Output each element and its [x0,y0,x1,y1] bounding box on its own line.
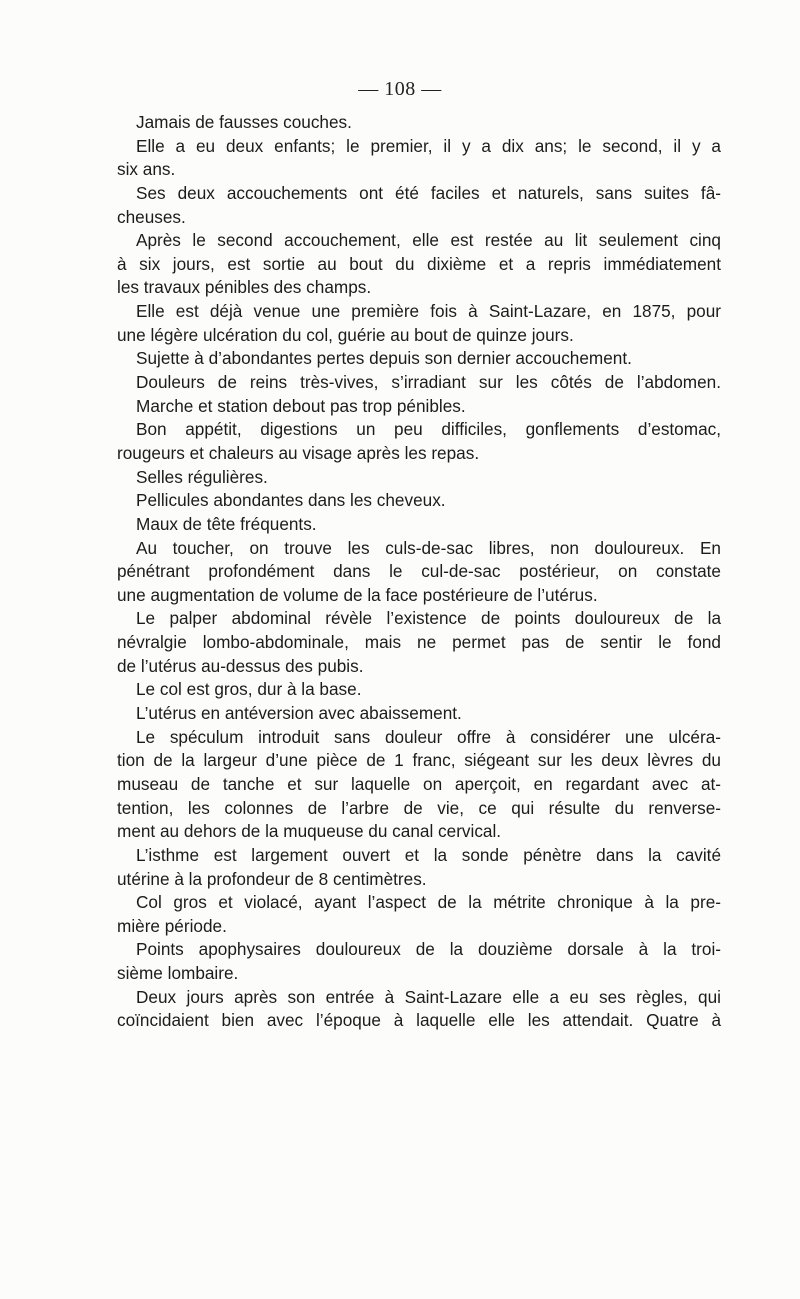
text-line: Pellicules abondantes dans les cheveux. [136,490,446,511]
text-line: utérine à la profondeur de 8 centimètres. [117,868,427,889]
text-line: mière période. [117,915,227,936]
text-line: Bon appétit, digestions un peu difficiles, gonflements d’estomac, [136,419,721,440]
text-line: rougeurs et chaleurs au visage après les repas. [117,442,480,463]
text-line: Elle est déjà venue une première fois à Saint-Lazare, en 1875, pour [136,301,721,322]
text-line: Deux jours après son entrée à Saint-Lazare elle a eu ses règles, qui [136,986,721,1007]
text-line: museau de tanche et sur laquelle on aperçoit, en regardant avec at- [117,773,721,794]
text-line: pénétrant profondément dans le cul-de-sac postérieur, on constate [117,561,721,582]
text-line: Sujette à d’abondantes pertes depuis son dernier accouchement. [136,348,632,369]
text-line: les travaux pénibles des champs. [117,277,372,298]
text-line: Jamais de fausses couches. [136,112,352,132]
text-line: de l’utérus au-dessus des pubis. [117,655,364,676]
text-line: Douleurs de reins très-vives, s’irradiant sur les côtés de l’abdomen. [136,372,721,393]
body-text [117,111,721,1033]
page-number: — 108 — [358,78,442,100]
text-line: une légère ulcération du col, guérie au bout de quinze jours. [117,324,574,345]
text-line: Elle a eu deux enfants; le premier, il y a dix ans; le second, il y a [136,135,721,156]
text-line: tention, les colonnes de l’arbre de vie, ce qui résulte du renverse- [117,797,721,818]
text-line: Marche et station debout pas trop pénibles. [136,395,466,416]
text-line: Ses deux accouchements ont été faciles et naturels, sans suites fâ- [136,182,721,203]
text-line: L’isthme est largement ouvert et la sonde pénètre dans la cavité [136,844,721,865]
text-line: Selles régulières. [136,466,268,487]
text-line: six ans. [117,159,176,180]
text-line: Le col est gros, dur à la base. [136,679,362,700]
text-line: Au toucher, on trouve les culs-de-sac libres, non douloureux. En [136,537,721,558]
text-line: Après le second accouchement, elle est restée au lit seulement cinq [136,230,721,251]
text-line: coïncidaient bien avec l’époque à laquelle elle les attendait. Quatre à [117,1010,721,1031]
text-line: Le spéculum introduit sans douleur offre à considérer une ulcéra- [136,726,721,747]
text-line: tion de la largeur d’une pièce de 1 franc, siégeant sur les deux lèvres du [117,750,721,771]
text-line: Col gros et violacé, ayant l’aspect de la métrite chronique à la pre- [136,892,721,913]
text-line: à six jours, est sortie au bout du dixième et a repris immédiatement [117,253,721,274]
text-line: une augmentation de volume de la face postérieure de l’utérus. [117,584,598,605]
text-line: sième lombaire. [117,963,239,984]
text-line: Maux de tête fréquents. [136,513,317,534]
text-line: névralgie lombo-abdominale, mais ne permet pas de sentir le fond [117,632,721,653]
text-line: cheuses. [117,206,186,227]
text-line: ment au dehors de la muqueuse du canal cervical. [117,821,502,842]
text-line: Points apophysaires douloureux de la douzième dorsale à la troi- [136,939,721,960]
text-line: Le palper abdominal révèle l’existence de points douloureux de la [136,608,721,629]
text-line: L’utérus en antéversion avec abaissement. [136,703,462,724]
